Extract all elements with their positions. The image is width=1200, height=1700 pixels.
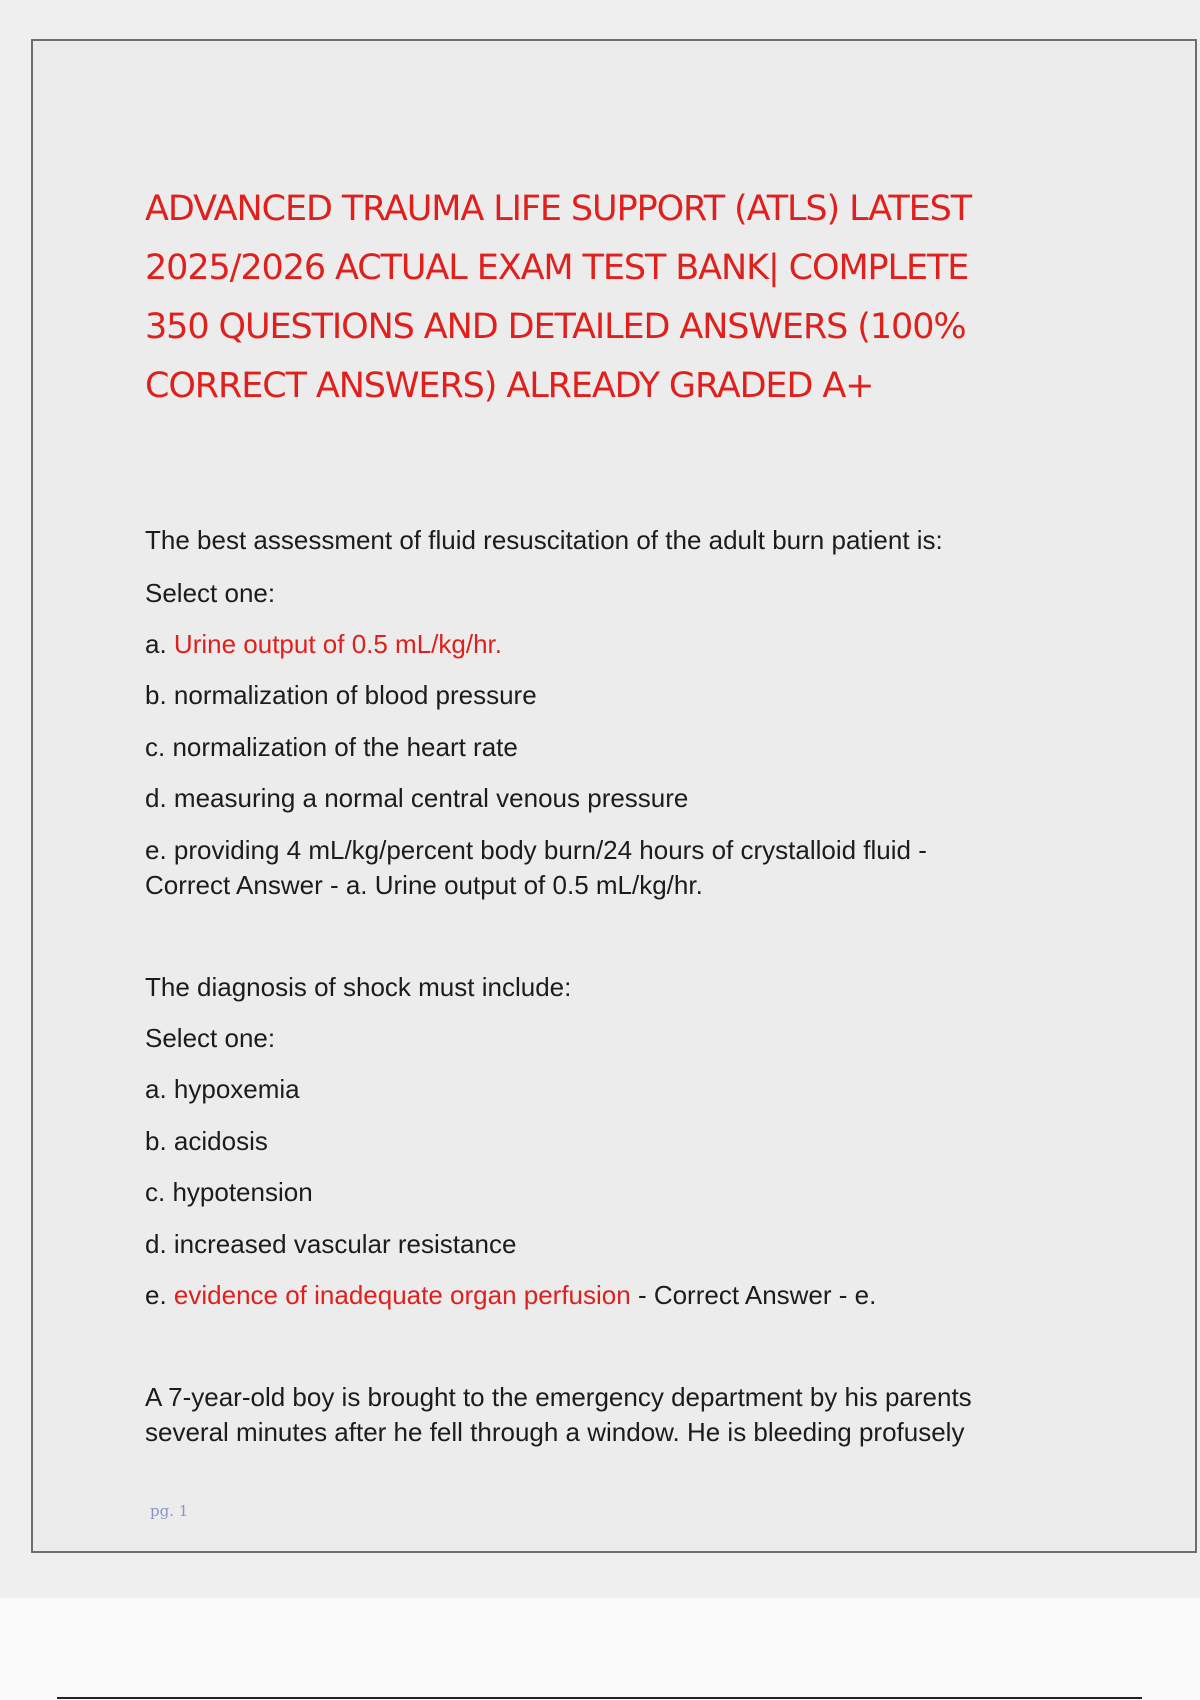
title-line-1: ADVANCED TRAUMA LIFE SUPPORT (ATLS) LATEST — [145, 189, 972, 229]
q3-question-line-1: A 7-year-old boy is brought to the emergency department by his parents — [145, 1382, 972, 1412]
q1-option-a — [145, 627, 1075, 661]
title-line-3: 350 QUESTIONS AND DETAILED ANSWERS (100% — [145, 307, 966, 347]
q1-correct-answer: Correct Answer - a. Urine output of 0.5 mL/kg/hr. — [145, 870, 703, 900]
q2-option-e — [145, 1278, 1075, 1312]
horizontal-rule — [57, 1697, 1142, 1699]
q1-option-b: b. normalization of blood pressure — [145, 680, 537, 710]
q1-option-e: e. providing 4 mL/kg/percent body burn/24 hours of crystalloid fluid - — [145, 835, 927, 865]
title-line-2: 2025/2026 ACTUAL EXAM TEST BANK| COMPLETE — [145, 248, 969, 288]
page-number: pg. 1 — [150, 1502, 189, 1520]
q2-option-a: a. hypoxemia — [145, 1074, 300, 1104]
q3-question-line-2: several minutes after he fell through a window. He is bleeding profusely — [145, 1417, 965, 1447]
title-line-4: CORRECT ANSWERS) ALREADY GRADED A+ — [145, 366, 874, 406]
q2-correct-answer: - Correct Answer - e. — [630, 1280, 877, 1310]
q2-option-e-answer: evidence of inadequate organ perfusion — [173, 1280, 631, 1310]
q2-question: The diagnosis of shock must include: — [145, 972, 572, 1002]
q2-option-e-prefix: e. — [145, 1280, 174, 1310]
q1-option-a-prefix: a. — [145, 629, 174, 659]
q1-question: The best assessment of fluid resuscitation of the adult burn patient is: — [145, 525, 943, 555]
q2-option-b: b. acidosis — [145, 1126, 268, 1156]
q1-option-c: c. normalization of the heart rate — [145, 732, 518, 762]
q2-option-d: d. increased vascular resistance — [145, 1229, 517, 1259]
document-title — [145, 180, 1105, 416]
next-page-area — [0, 1598, 1200, 1700]
q2-select-one: Select one: — [145, 1023, 276, 1053]
q2-option-c: c. hypotension — [145, 1177, 313, 1207]
q1-select-one: Select one: — [145, 578, 276, 608]
q1-option-a-answer: Urine output of 0.5 mL/kg/hr. — [173, 629, 502, 659]
q1-option-d: d. measuring a normal central venous pressure — [145, 783, 689, 813]
